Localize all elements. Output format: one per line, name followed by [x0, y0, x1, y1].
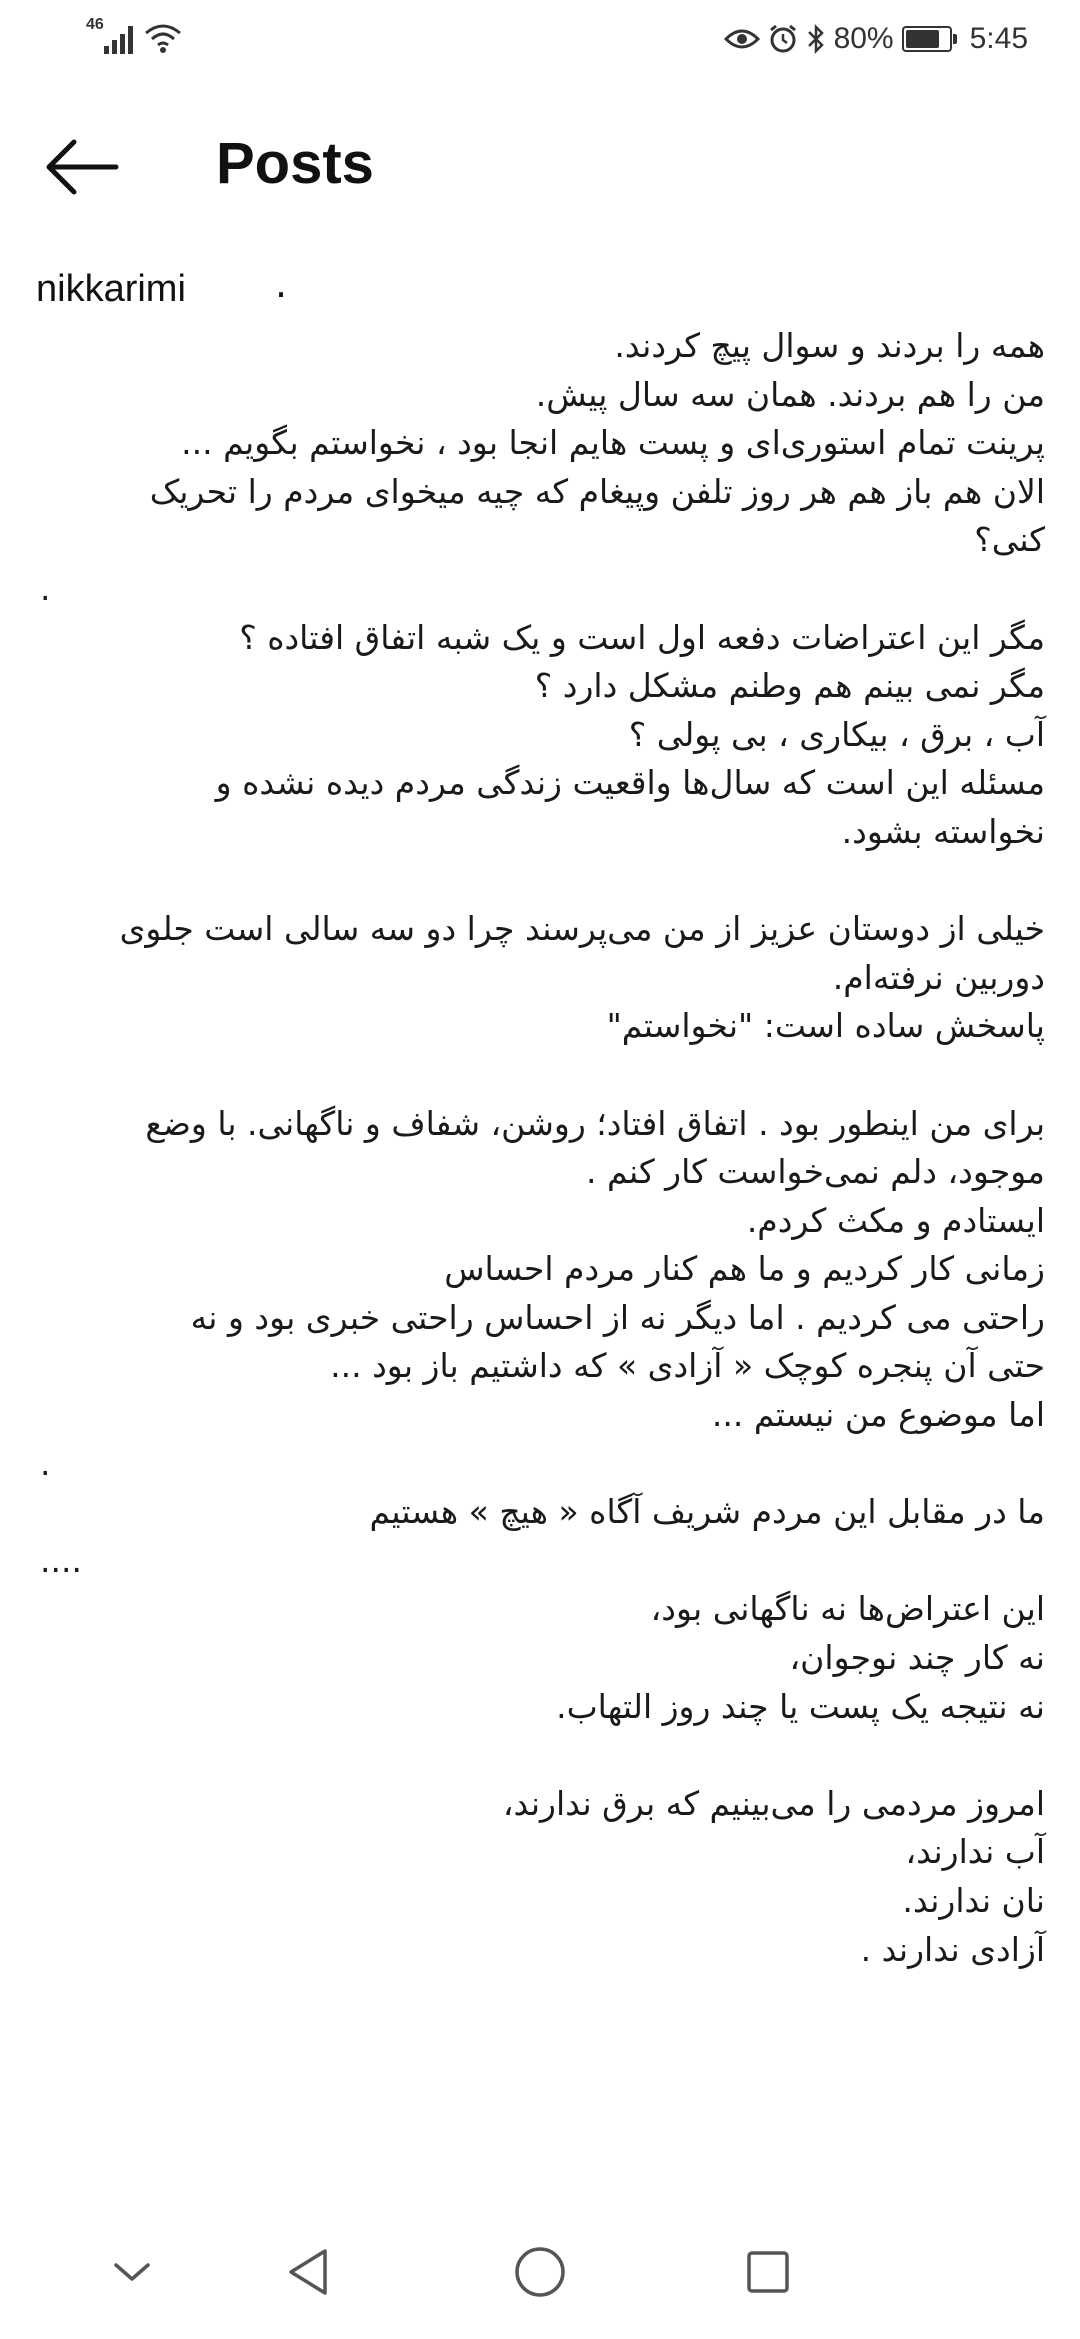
caption-line: اما موضوع من نیستم ... — [711, 1395, 1045, 1435]
caption-line: . — [40, 568, 51, 608]
caption-line: آب ندارند، — [905, 1832, 1045, 1872]
post-username[interactable]: nikkarimi — [36, 268, 186, 310]
caption-line: موجود، دلم نمی‌خواست کار کنم . — [586, 1152, 1045, 1192]
caption-line: حتی آن پنجره کوچک « آزادی » که داشتیم باز بود ... — [330, 1346, 1045, 1386]
square-recents-icon — [743, 2247, 793, 2297]
caption-line: ما در مقابل این مردم شریف آگاه « هیچ » هستیم — [369, 1492, 1045, 1532]
nav-home-button[interactable] — [504, 2236, 576, 2308]
battery-fill — [906, 30, 940, 48]
caption-line: مگر نمی بینم هم وطنم مشکل دارد ؟ — [534, 666, 1045, 706]
network-type: 46 — [86, 16, 104, 33]
chevron-down-icon — [110, 2257, 154, 2287]
caption-line: آزادی ندارند . — [860, 1929, 1045, 1969]
alarm-icon — [768, 24, 798, 54]
clock: 5:45 — [969, 22, 1028, 55]
header — [0, 110, 1080, 220]
nav-recents-button[interactable] — [732, 2236, 804, 2308]
caption-line: پاسخش ساده است: "نخواستم" — [606, 1006, 1045, 1046]
caption-line: دوربین نرفته‌ام. — [832, 957, 1045, 997]
status-right — [724, 22, 1028, 56]
status-left — [86, 16, 183, 54]
caption-line — [40, 857, 1045, 906]
caption-line: امروز مردمی را می‌بینیم که برق ندارند، — [502, 1783, 1045, 1823]
bluetooth-icon — [806, 23, 826, 55]
caption-line: کنی؟ — [974, 520, 1045, 560]
caption-line — [40, 1051, 1045, 1100]
caption-line: . — [40, 1443, 51, 1483]
caption-line: مگر این اعتراضات دفعه اول است و یک شبه اتفاق افتاده ؟ — [239, 617, 1045, 657]
nav-collapse-button[interactable] — [96, 2236, 168, 2308]
signal-bars — [104, 24, 133, 54]
caption-line: .... — [40, 1540, 82, 1580]
battery-percent: 80% — [833, 22, 894, 55]
battery-icon — [902, 26, 952, 52]
caption-line: راحتی می کردیم . اما دیگر نه از احساس راحتی خبری بود و نه — [190, 1297, 1045, 1337]
post-caption — [40, 322, 1045, 1974]
wifi-icon — [143, 22, 183, 54]
caption-line: زمانی کار کردیم و ما هم کنار مردم احساس — [444, 1249, 1045, 1289]
caption-line: این اعتراض‌ها نه ناگهانی بود، — [650, 1589, 1045, 1629]
signal-icon — [86, 16, 133, 54]
caption-line: ایستادم و مکث کردم. — [746, 1200, 1045, 1240]
triangle-back-icon — [283, 2245, 333, 2299]
caption-line: برای من اینطور بود . اتفاق افتاد؛ روشن، شفاف و ناگهانی. با وضع — [145, 1103, 1045, 1143]
caption-line: آب ، برق ، بیکاری ، بی پولی ؟ — [628, 714, 1045, 754]
caption-line: من را هم بردند. همان سه سال پیش. — [535, 374, 1045, 414]
caption-line: خیلی از دوستان عزیز از من می‌پرسند چرا دو سه سالی است جلوی — [119, 909, 1045, 949]
arrow-left-icon — [40, 132, 124, 202]
page-title: Posts — [216, 131, 374, 196]
caption-line: همه را بردند و سوال پیچ کردند. — [614, 326, 1045, 365]
username-dot: . — [275, 262, 288, 306]
system-nav-bar — [0, 2200, 1080, 2339]
caption-line: پرینت تمام استوری‌ای و پست هایم انجا بود ، نخواستم بگویم ... — [181, 423, 1045, 463]
caption-line: نه کار چند نوجوان، — [789, 1638, 1045, 1678]
eye-comfort-icon — [724, 25, 760, 53]
caption-line: نخواسته بشود. — [841, 811, 1045, 851]
caption-line: نه نتیجه یک پست یا چند روز التهاب. — [556, 1686, 1045, 1726]
status-bar — [0, 0, 1080, 80]
nav-back-button[interactable] — [272, 2236, 344, 2308]
caption-line: نان ندارند. — [902, 1881, 1045, 1920]
caption-line: مسئله این است که سال‌ها واقعیت زندگی مردم دیده نشده و — [215, 763, 1045, 803]
circle-home-icon — [512, 2244, 568, 2300]
back-button[interactable] — [40, 132, 124, 202]
caption-line — [40, 1731, 1045, 1780]
caption-line: الان هم باز هم هر روز تلفن وپیغام که چیه میخوای مردم را تحریک — [149, 471, 1045, 511]
